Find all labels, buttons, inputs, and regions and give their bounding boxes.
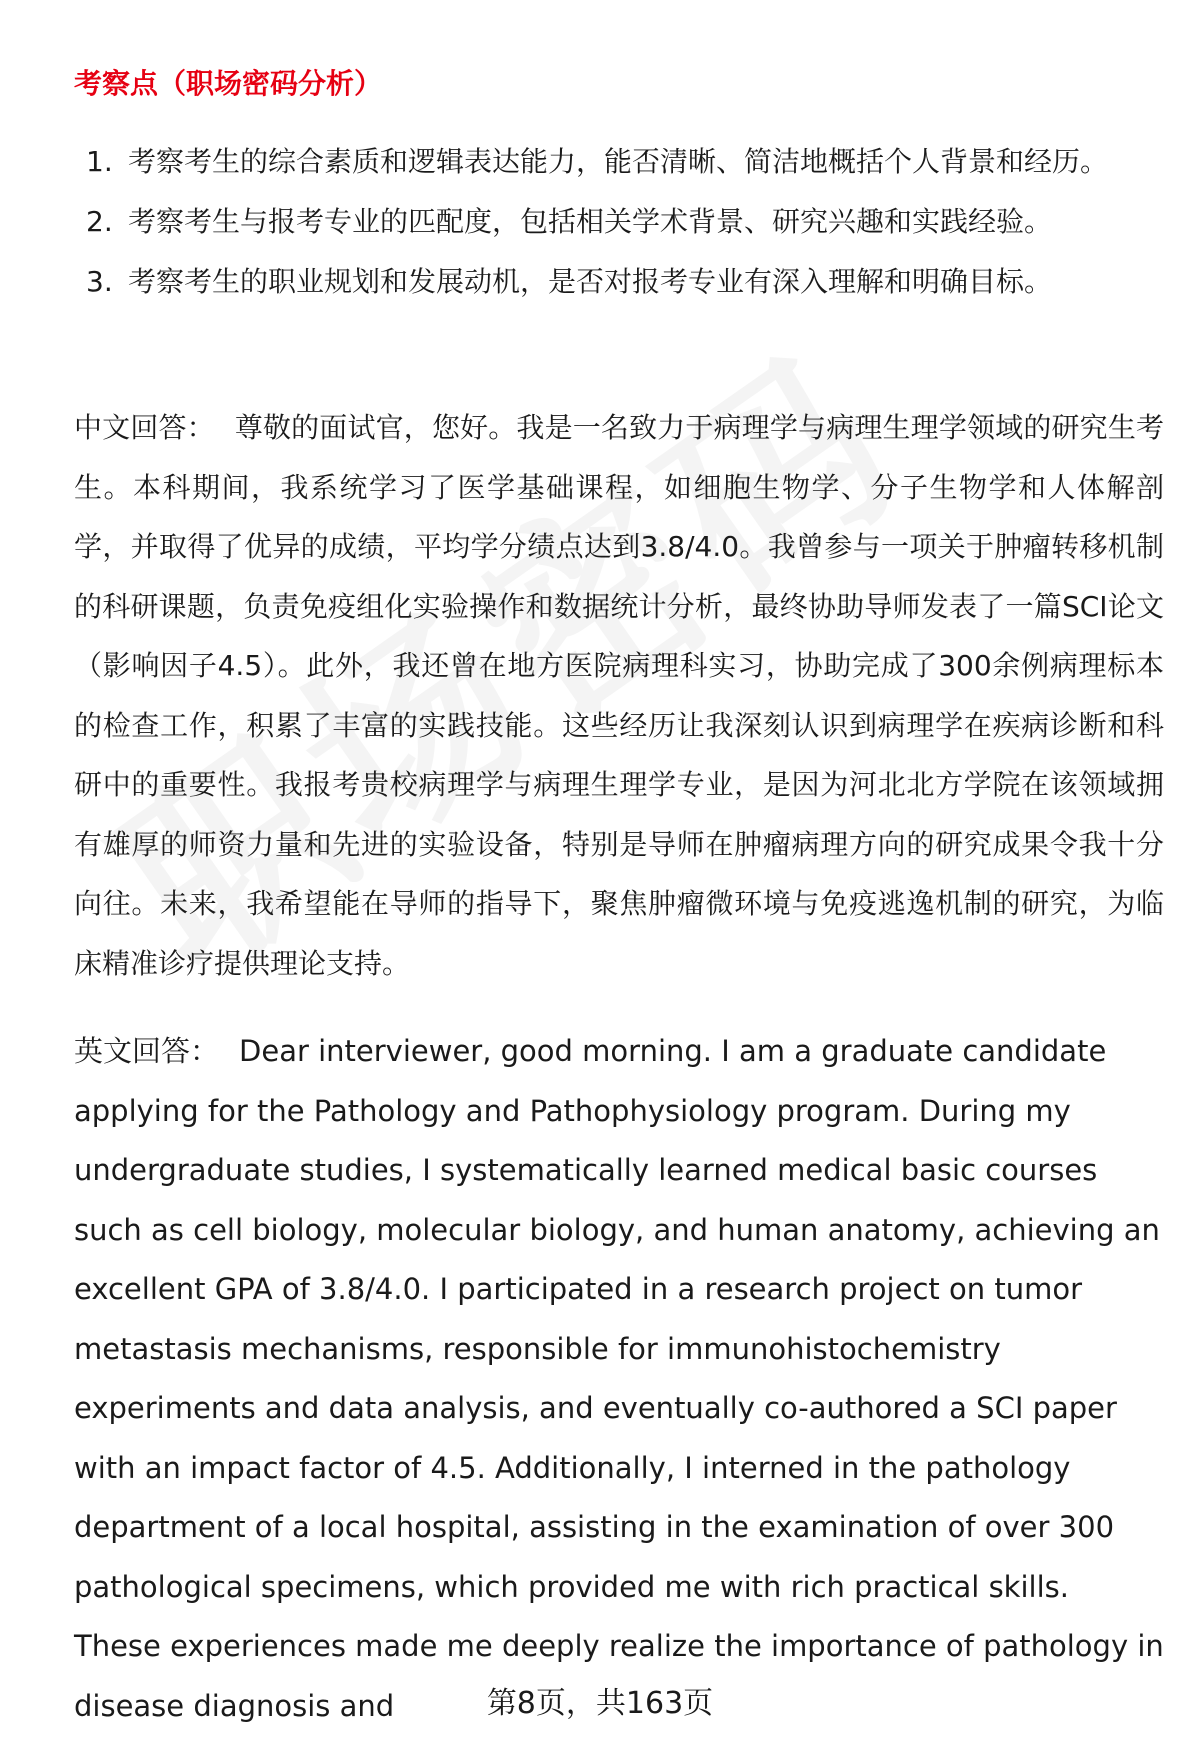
english-answer-label: 英文回答：	[74, 1034, 220, 1068]
english-answer	[74, 1022, 1164, 1736]
point-text: 考察考生的职业规划和发展动机，是否对报考专业有深入理解和明确目标。	[128, 265, 1053, 298]
assessment-points-list	[74, 132, 1144, 312]
chinese-answer	[74, 398, 1164, 993]
point-number: 2.	[86, 205, 113, 238]
chinese-answer-text: 尊敬的面试官，您好。我是一名致力于病理学与病理生理学领域的研究生考生。本科期间，我系统学习了医学基础课程，如细胞生物学、分子生物学和人体解剖学，并取得了优异的成绩，平均学分绩点达到3.8/4.0。我曾参与一项关于肿瘤转移机制的科研课题，负责免疫组化实验操作和数据统计分析，最终协助导师发表了一篇SCI论文（影响因子4.5）。此外，我还曾在地方医院病理科实习，协助完成了300余例病理标本的检查工作，积累了丰富的实践技能。这些经历让我深刻认识到病理学在疾病诊断和科研中的重要性。我报考贵校病理学与病理生理学专业，是因为河北北方学院在该领域拥有雄厚的师资力量和先进的实验设备，特别是导师在肿瘤病理方向的研究成果令我十分向往。未来，我希望能在导师的指导下，聚焦肿瘤微环境与免疫逃逸机制的研究，为临床精准诊疗提供理论支持。	[74, 411, 1164, 980]
assessment-point	[74, 252, 1144, 312]
page-footer: 第8页，共163页	[486, 1686, 714, 1721]
point-text: 考察考生与报考专业的匹配度，包括相关学术背景、研究兴趣和实践经验。	[128, 205, 1053, 238]
english-answer-text: Dear interviewer, good morning. I am a graduate candidate applying for the Pathology and Pathophysiology program. During my undergraduate studies, I systematically learned medical basic courses such as cell biology, molecular biology, and human anatomy, achieving an excellent GPA of 3.8/4.0. I participated in a research project on tumor metastasis mechanisms, responsible for immunohistochemistry experiments and data analysis, and eventually co-authored a SCI paper with an impact factor of 4.5. Additionally, I interned in the pathology department of a local hospital, assisting in the examination of over 300 pathological specimens, which provided me with rich practical skills. These experiences made me deeply realize the importance of pathology in disease diagnosis and	[74, 1034, 1164, 1723]
assessment-point	[74, 132, 1144, 192]
point-number: 3.	[86, 265, 113, 298]
section-heading: 考察点（职场密码分析）	[74, 67, 383, 100]
point-text: 考察考生的综合素质和逻辑表达能力，能否清晰、简洁地概括个人背景和经历。	[128, 145, 1109, 178]
assessment-point	[74, 192, 1144, 252]
chinese-answer-label: 中文回答：	[74, 411, 215, 444]
point-number: 1.	[86, 145, 113, 178]
